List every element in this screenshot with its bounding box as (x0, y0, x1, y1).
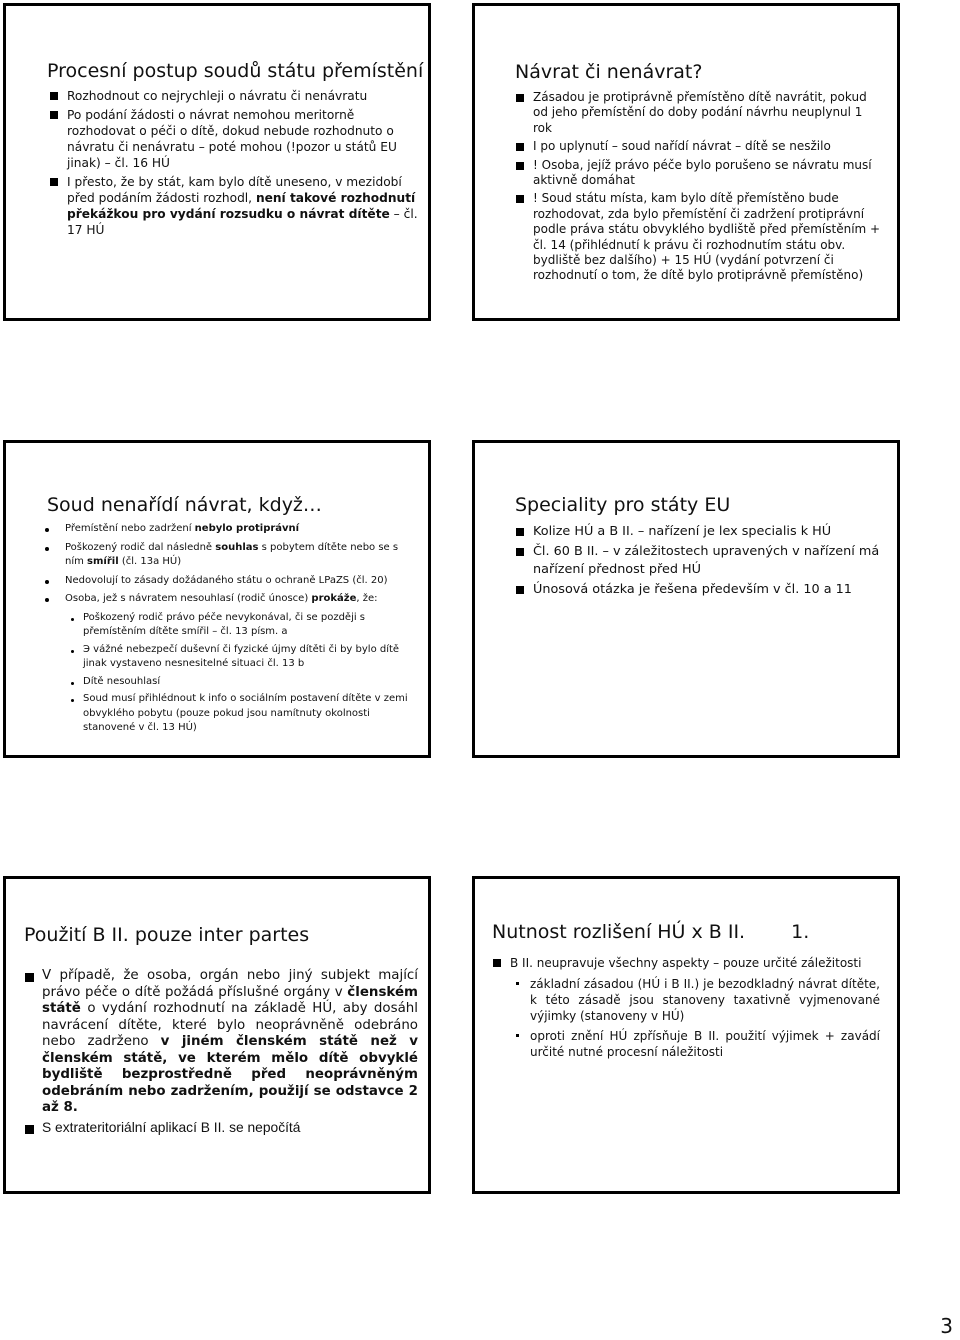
square-bullet-icon (50, 178, 58, 186)
bullet-item: S extrateritoriální aplikací B II. se nepočítá (23, 1120, 418, 1137)
slide-procesni-postup (3, 3, 431, 321)
round-bullet-icon (45, 528, 49, 532)
page-number: 3 (940, 1314, 953, 1338)
square-bullet-icon (516, 195, 524, 203)
sub-bullet-item: oproti znění HÚ zpřísňuje B II. použití výjimek + zavádí určité nutné procesní náležitosti (490, 1028, 880, 1060)
square-bullet-icon (25, 973, 34, 982)
square-bullet-icon (493, 959, 501, 967)
square-bullet-icon (516, 528, 524, 536)
bullet-item: Přemístění nebo zadržení nebylo protiprávní (43, 522, 418, 537)
bullet-item: Osoba, jež s návratem nesouhlasí (rodič únosce) prokáže, že: (43, 592, 418, 607)
slide-nutnost-rozliseni (472, 876, 900, 1194)
bullet-item: V případě, že osoba, orgán nebo jiný subjekt mající právo péče o dítě požádá příslušné orgány v členském státě o vydání rozhodnutí na základě HÚ, aby dosáhl navrácení dítěte, které bylo neoprávněně odebráno nebo zadrženo v jiném členském státě než v členském státě, ve kterém mělo dítě obvyklé bydliště bezprostředně před neoprávněným odebráním nebo zadržením, použijí se odstavce 2 až 8. (23, 968, 418, 1117)
bullet-item: Čl. 60 B II. – v záležitostech upravených v nařízení má nařízení přednost před HÚ (513, 543, 883, 579)
bullet-item: Zásadou je protiprávně přemístěno dítě navrátit, pokud od jeho přemístění do doby podání návrhu neuplynul 1 rok (513, 90, 883, 136)
square-bullet-icon (516, 586, 524, 594)
bullet-item: Rozhodnout co nejrychleji o návratu či nenávratu (47, 88, 419, 104)
sub-bullet-item: Soud musí přihlédnout k info o sociálním postavení dítěte v zemi obvyklého pobytu (pouze pokud jsou namítnuty okolnosti stanovené v čl. 13 HÚ) (43, 692, 418, 736)
slide-title: Speciality pro státy EU (515, 494, 731, 516)
slide-title: Procesní postup soudů státu přemístění (47, 60, 424, 82)
slide-body (23, 968, 418, 1139)
slide-body (513, 523, 883, 601)
sub-bullet-icon (71, 650, 74, 653)
bullet-item: Kolize HÚ a B II. – nařízení je lex specialis k HÚ (513, 523, 883, 541)
bullet-item: I po uplynutí – soud nařídí návrat – dítě se nesžilo (513, 139, 883, 154)
slide-body (43, 522, 418, 739)
bullet-item: Nedovolují to zásady dožádaného státu o ochraně LPaZS (čl. 20) (43, 574, 418, 589)
bullet-item: Poškozený rodič dal následně souhlas s pobytem dítěte nebo se s ním smířil (čl. 13a HÚ) (43, 541, 418, 570)
square-bullet-icon (516, 94, 524, 102)
slide-title: Nutnost rozlišení HÚ x B II. 1. (492, 921, 810, 943)
bullet-item: ! Osoba, jejíž právo péče bylo porušeno se návratu musí aktivně domáhat (513, 158, 883, 189)
sub-bullet-item: Э vážné nebezpečí duševní či fyzické újmy dítěti či by bylo dítě jinak vystaveno nesnesitelné situaci čl. 13 b (43, 643, 418, 672)
square-bullet-icon (516, 143, 524, 151)
slide-soud-nenaridi (3, 440, 431, 758)
slide-title: Soud nenařídí návrat, když… (47, 494, 322, 516)
slide-title: Návrat či nenávrat? (515, 61, 703, 83)
slide-navrat-ci-nenavrat (472, 3, 900, 321)
bullet-item: ! Soud státu místa, kam bylo dítě přemístěno bude rozhodovat, zda bylo přemístění či zadržení protiprávní podle práva státu obvyklého bydliště před přemístěním + čl. 14 (přihlédnutí k právu či rozhodnutím státu obv. bydliště bez dalšího) + 15 HÚ (vydání potvrzení či rozhodnutí o tom, že dítě bylo protiprávně přemístěno) (513, 191, 883, 283)
slide-body (513, 90, 883, 287)
round-bullet-icon (45, 547, 49, 551)
square-bullet-icon (516, 548, 524, 556)
slide-pouziti-b2 (3, 876, 431, 1194)
slide-speciality-eu (472, 440, 900, 758)
round-bullet-icon (45, 598, 49, 602)
sub-bullet-item: základní zásadou (HÚ i B II.) je bezodkladný návrat dítěte, k této zásadě jsou stanoveny taxativně vyjmenované výjimky (stanoveny v HÚ) (490, 976, 880, 1024)
sub-bullet-icon (71, 699, 74, 702)
square-bullet-icon (516, 162, 524, 170)
slide-body (47, 88, 419, 241)
sub-bullet-icon (516, 982, 519, 985)
slide-body (490, 955, 880, 1064)
sub-bullet-icon (516, 1034, 519, 1037)
sub-bullet-icon (71, 618, 74, 621)
square-bullet-icon (50, 92, 58, 100)
slide-title: Použití B II. pouze inter partes (24, 924, 310, 946)
bullet-item: I přesto, že by stát, kam bylo dítě uneseno, v mezidobí před podáním žádosti rozhodl, není takové rozhodnutí překážkou pro vydání rozsudku o návrat dítěte – čl. 17 HÚ (47, 174, 419, 238)
sub-bullet-item: Dítě nesouhlasí (43, 675, 418, 690)
bullet-item: B II. neupravuje všechny aspekty – pouze určité záležitosti (490, 955, 880, 971)
sub-bullet-icon (71, 682, 74, 685)
sub-bullet-item: Poškozený rodič právo péče nevykonával, či se později s přemístěním dítěte smířil – čl. 13 písm. a (43, 611, 418, 640)
bullet-item: Po podání žádosti o návrat nemohou meritorně rozhodovat o péči o dítě, dokud nebude rozhodnuto o návratu či nenávratu – poté mohou (!pozor u států EU jinak) – čl. 16 HÚ (47, 107, 419, 171)
round-bullet-icon (45, 580, 49, 584)
square-bullet-icon (50, 111, 58, 119)
square-bullet-icon (25, 1125, 34, 1134)
bullet-item: Únosová otázka je řešena především v čl. 10 a 11 (513, 581, 883, 599)
slide-title-number: 1. (791, 921, 810, 943)
